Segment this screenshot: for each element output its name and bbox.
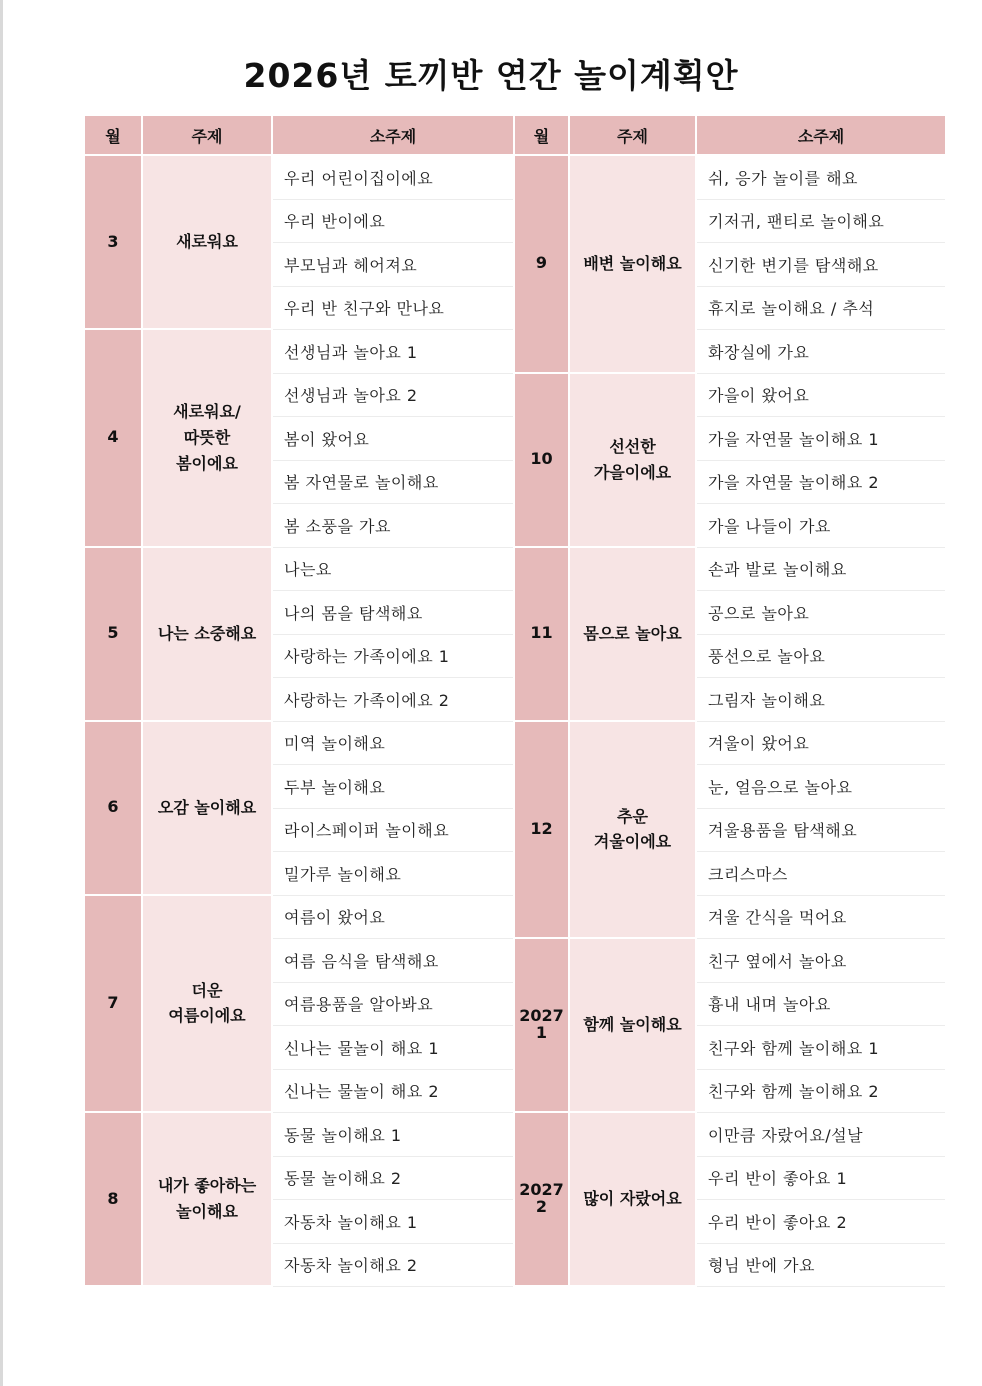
subtheme-item: 화장실에 가요 [697, 330, 945, 374]
subtheme-item: 겨울용품을 탐색해요 [697, 809, 945, 853]
month-label: 5 [85, 548, 141, 722]
header-month-right: 월 [515, 116, 568, 156]
month-label: 11 [515, 548, 568, 722]
subtheme-item: 우리 반이에요 [273, 200, 513, 244]
annual-plan-table [85, 116, 945, 1287]
subtheme-item: 선생님과 놀아요 2 [273, 374, 513, 418]
subtheme-item: 신기한 변기를 탐색해요 [697, 243, 945, 287]
subtheme-item: 이만큼 자랐어요/설날 [697, 1113, 945, 1157]
subtheme-item: 자동차 놀이해요 1 [273, 1200, 513, 1244]
subtheme-item: 나의 몸을 탐색해요 [273, 591, 513, 635]
subtheme-item: 가을이 왔어요 [697, 374, 945, 418]
subtheme-item: 겨울이 왔어요 [697, 722, 945, 766]
month-label: 12 [515, 722, 568, 940]
month-label: 8 [85, 1113, 141, 1287]
subtheme-item: 사랑하는 가족이에요 2 [273, 678, 513, 722]
subtheme-item: 여름용품을 알아봐요 [273, 983, 513, 1027]
subtheme-item: 봄 자연물로 놀이해요 [273, 461, 513, 505]
subtheme-item: 동물 놀이해요 2 [273, 1157, 513, 1201]
theme-label: 내가 좋아하는 놀이해요 [143, 1113, 271, 1287]
subtheme-item: 신나는 물놀이 해요 2 [273, 1070, 513, 1114]
subtheme-item: 가을 자연물 놀이해요 2 [697, 461, 945, 505]
theme-label: 나는 소중해요 [143, 548, 271, 722]
subtheme-item: 우리 어린이집이에요 [273, 156, 513, 200]
theme-label: 추운 겨울이에요 [570, 722, 695, 940]
header-subtheme-left: 소주제 [273, 116, 513, 156]
theme-label: 새로워요 [143, 156, 271, 330]
subtheme-item: 우리 반 친구와 만나요 [273, 287, 513, 331]
subtheme-item: 자동차 놀이해요 2 [273, 1244, 513, 1288]
theme-label: 오감 놀이해요 [143, 722, 271, 896]
theme-label: 더운 여름이에요 [143, 896, 271, 1114]
subtheme-item: 동물 놀이해요 1 [273, 1113, 513, 1157]
subtheme-item: 풍선으로 놀아요 [697, 635, 945, 679]
subtheme-item: 선생님과 놀아요 1 [273, 330, 513, 374]
month-label: 9 [515, 156, 568, 374]
theme-label: 새로워요/ 따뜻한 봄이에요 [143, 330, 271, 548]
subtheme-item: 공으로 놀아요 [697, 591, 945, 635]
subtheme-item: 라이스페이퍼 놀이해요 [273, 809, 513, 853]
theme-label: 함께 놀이해요 [570, 939, 695, 1113]
subtheme-item: 손과 발로 놀이해요 [697, 548, 945, 592]
subtheme-item: 크리스마스 [697, 852, 945, 896]
header-theme-right: 주제 [570, 116, 695, 156]
theme-label: 배변 놀이해요 [570, 156, 695, 374]
subtheme-item: 눈, 얼음으로 놀아요 [697, 765, 945, 809]
subtheme-item: 흉내 내며 놀아요 [697, 983, 945, 1027]
header-month-left: 월 [85, 116, 141, 156]
month-label: 6 [85, 722, 141, 896]
subtheme-item: 부모님과 헤어져요 [273, 243, 513, 287]
subtheme-item: 밀가루 놀이해요 [273, 852, 513, 896]
header-subtheme-right: 소주제 [697, 116, 945, 156]
subtheme-item: 그림자 놀이해요 [697, 678, 945, 722]
month-label: 2027 2 [515, 1113, 568, 1287]
subtheme-item: 여름이 왔어요 [273, 896, 513, 940]
subtheme-item: 친구와 함께 놀이해요 2 [697, 1070, 945, 1114]
subtheme-item: 우리 반이 좋아요 1 [697, 1157, 945, 1201]
subtheme-item: 가을 나들이 가요 [697, 504, 945, 548]
subtheme-item: 나는요 [273, 548, 513, 592]
subtheme-item: 기저귀, 팬티로 놀이해요 [697, 200, 945, 244]
theme-label: 몸으로 놀아요 [570, 548, 695, 722]
subtheme-item: 봄 소풍을 가요 [273, 504, 513, 548]
subtheme-item: 휴지로 놀이해요 / 추석 [697, 287, 945, 331]
month-label: 4 [85, 330, 141, 548]
theme-label: 많이 자랐어요 [570, 1113, 695, 1287]
subtheme-item: 친구 옆에서 놀아요 [697, 939, 945, 983]
month-label: 10 [515, 374, 568, 548]
subtheme-item: 신나는 물놀이 해요 1 [273, 1026, 513, 1070]
month-label: 3 [85, 156, 141, 330]
month-label: 7 [85, 896, 141, 1114]
subtheme-item: 여름 음식을 탐색해요 [273, 939, 513, 983]
subtheme-item: 두부 놀이해요 [273, 765, 513, 809]
subtheme-item: 형님 반에 가요 [697, 1244, 945, 1288]
header-theme-left: 주제 [143, 116, 271, 156]
theme-label: 선선한 가을이에요 [570, 374, 695, 548]
subtheme-item: 우리 반이 좋아요 2 [697, 1200, 945, 1244]
month-label: 2027 1 [515, 939, 568, 1113]
page-title: 2026년 토끼반 연간 놀이계획안 [243, 56, 739, 95]
subtheme-item: 사랑하는 가족이에요 1 [273, 635, 513, 679]
subtheme-item: 미역 놀이해요 [273, 722, 513, 766]
page-edge [0, 0, 3, 1386]
subtheme-item: 봄이 왔어요 [273, 417, 513, 461]
subtheme-item: 친구와 함께 놀이해요 1 [697, 1026, 945, 1070]
subtheme-item: 가을 자연물 놀이해요 1 [697, 417, 945, 461]
subtheme-item: 겨울 간식을 먹어요 [697, 896, 945, 940]
subtheme-item: 쉬, 응가 놀이를 해요 [697, 156, 945, 200]
